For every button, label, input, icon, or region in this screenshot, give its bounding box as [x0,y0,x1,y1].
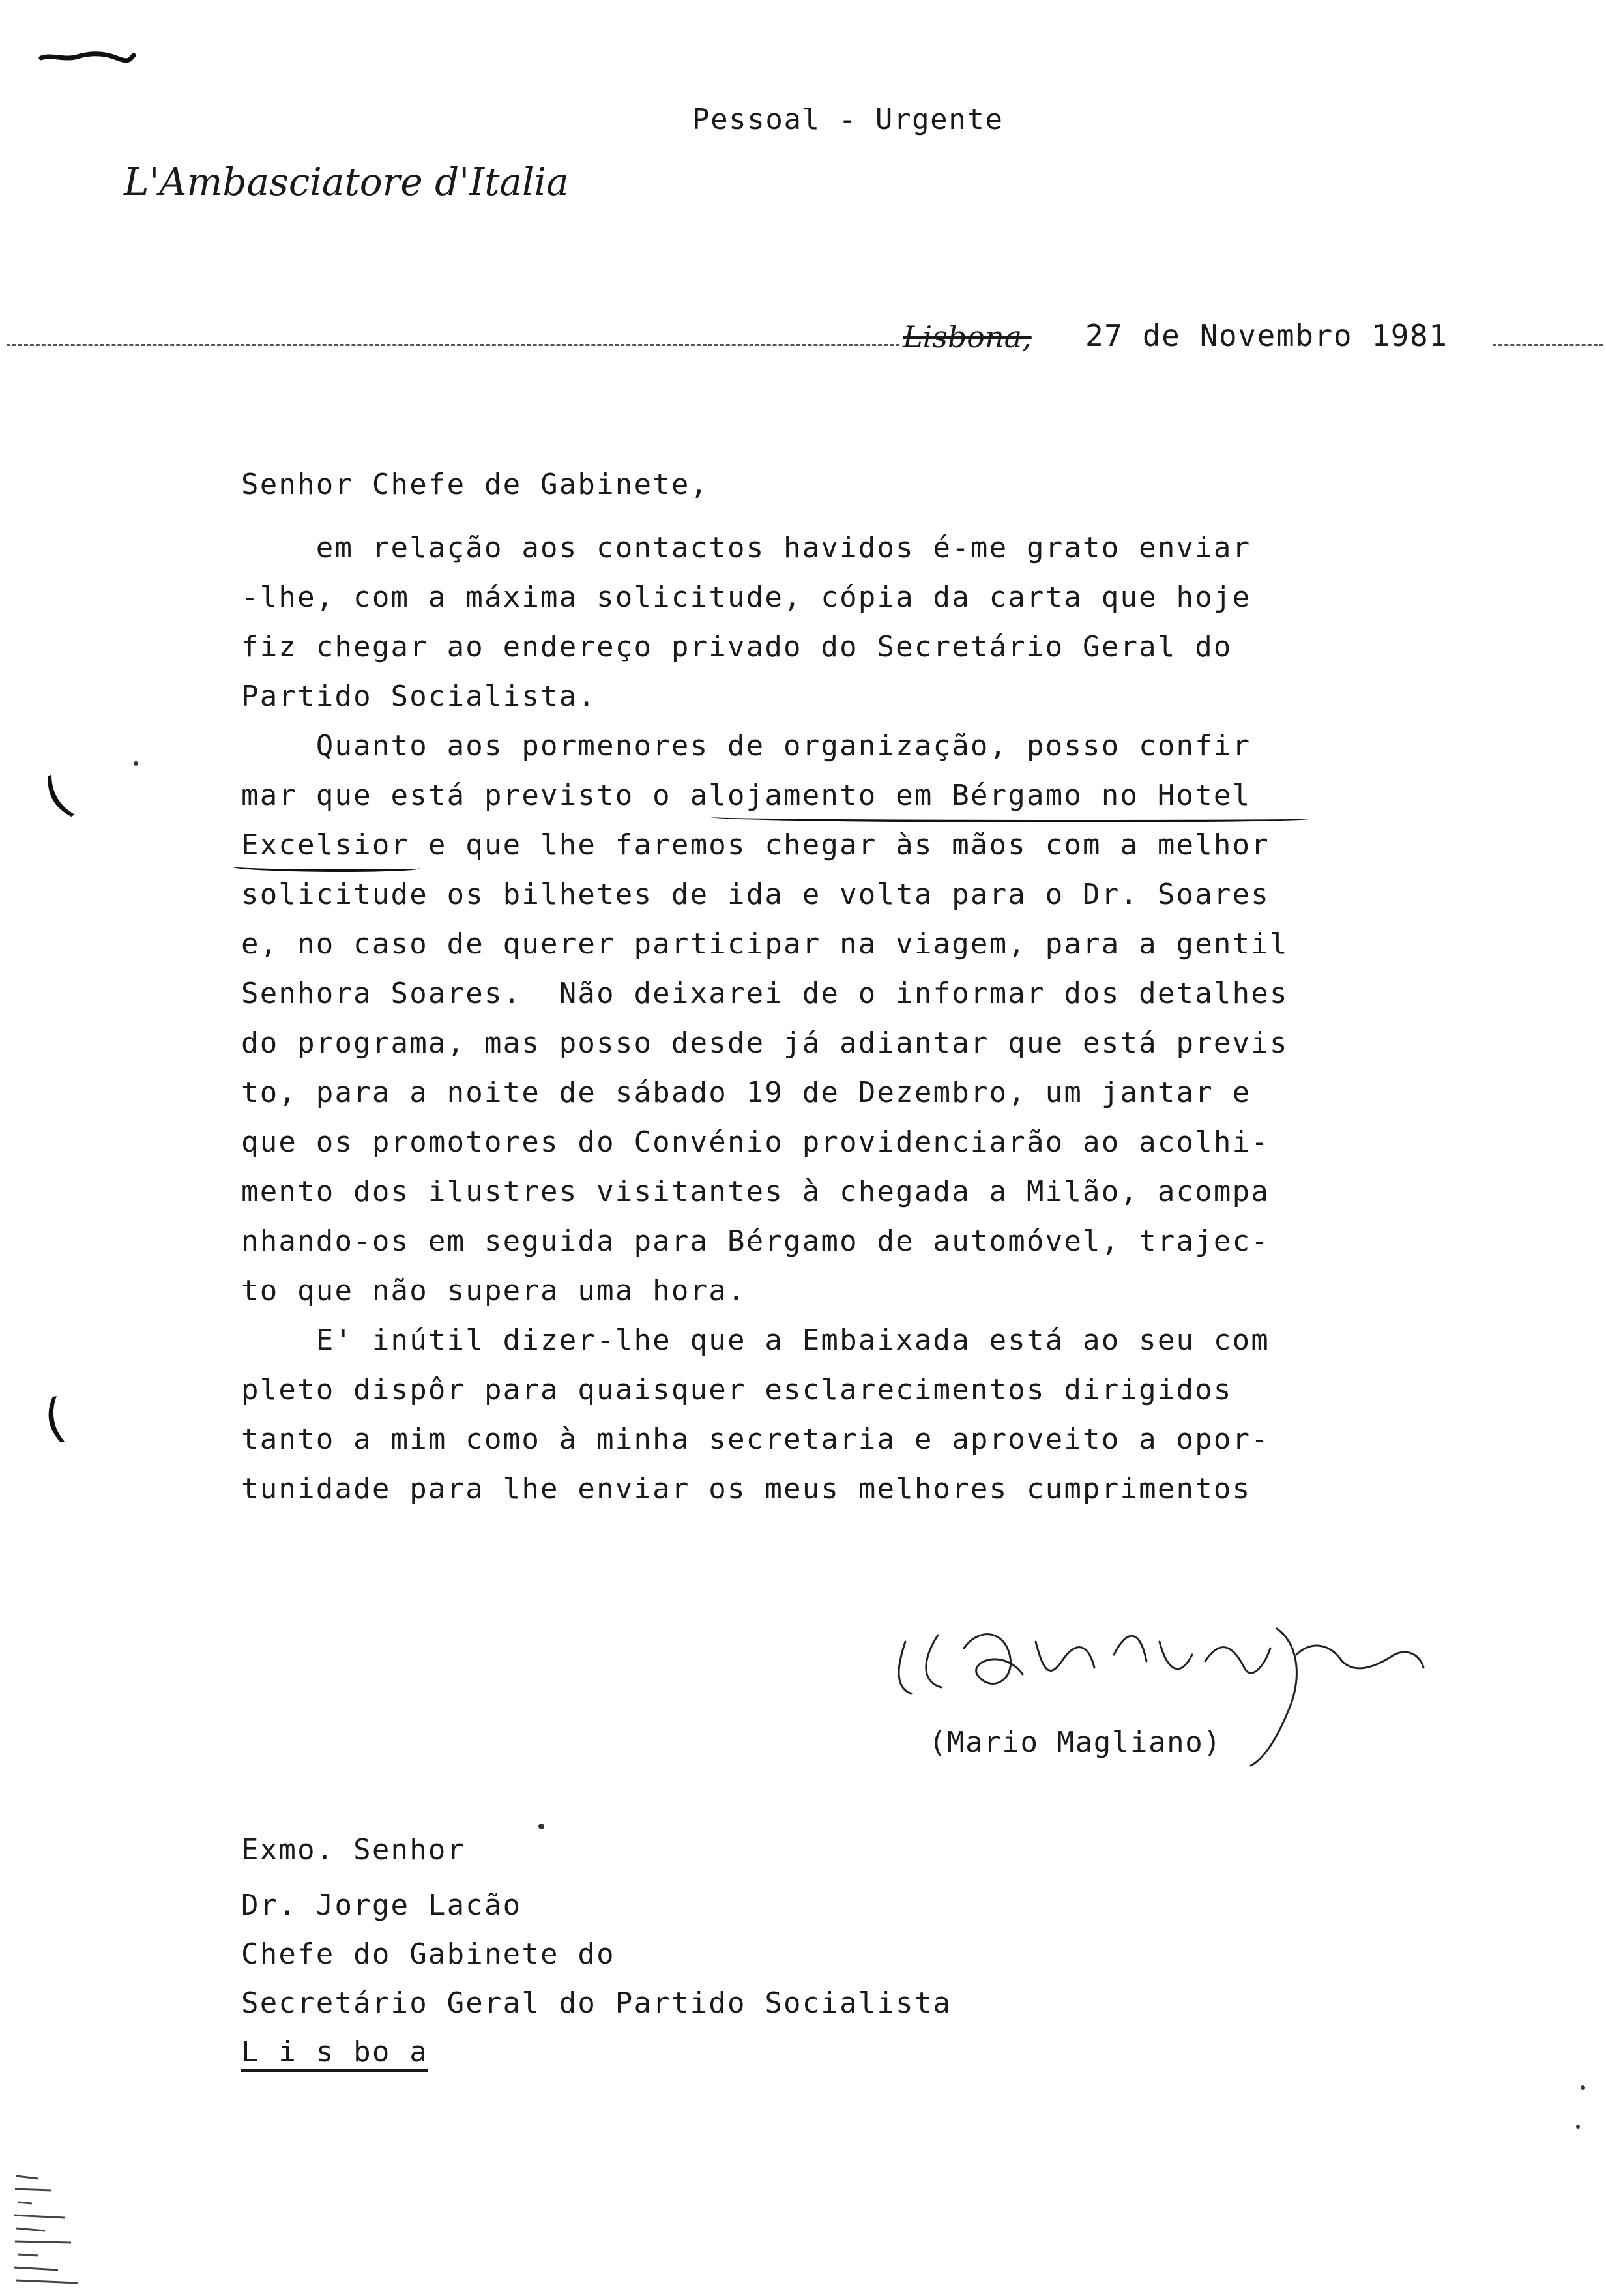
body-line: mar que está previsto o alojamento em Bérgamo no Hotel [241,779,1251,812]
punch-hole-mark: ( [33,764,81,828]
letterhead: L'Ambasciatore d'Italia [124,160,569,204]
body-line: pleto dispôr para quaisquer esclarecimentos dirigidos [241,1373,1233,1406]
scan-artifact [0,2151,85,2281]
body-line: tanto a mim como à minha secretaria e aproveito a opor- [241,1423,1270,1456]
speck [1576,2125,1580,2129]
body-line: em relação aos contactos havidos é-me grato enviar [241,531,1251,564]
body-line: fiz chegar ao endereço privado do Secretário Geral do [241,630,1233,663]
body-line: Partido Socialista. [241,680,597,713]
recipient-name: Dr. Jorge Lacão [241,1889,522,1922]
corner-scribble [26,38,124,51]
recipient-organization: Secretário Geral do Partido Socialista [241,1986,952,2020]
letter-date: 27 de Novembro 1981 [1085,318,1448,353]
typed-signature-name: (Mario Magliano) [929,1726,1222,1759]
header-rule-left [7,344,899,346]
recipient-salutation: Exmo. Senhor [241,1833,466,1867]
salutation: Senhor Chefe de Gabinete, [241,468,709,501]
speck [134,761,138,766]
body-line: do programa, mas posso desde já adiantar que está previs [241,1026,1289,1060]
body-line: to que não supera uma hora. [241,1274,746,1307]
body-line: e, no caso de querer participar na viagem, para a gentil [241,927,1289,961]
body-line: que os promotores do Convénio providenciarão ao acolhi- [241,1126,1270,1159]
recipient-title: Chefe do Gabinete do [241,1938,615,1971]
body-line: Senhora Soares. Não deixarei de o informar dos detalhes [241,977,1289,1010]
body-line: Excelsior e que lhe faremos chegar às mãos com a melhor [241,828,1270,862]
body-line: E' inútil dizer-lhe que a Embaixada está ao seu com [241,1324,1270,1357]
classification-label: Pessoal - Urgente [692,103,1004,136]
body-line: to, para a noite de sábado 19 de Dezembro, um jantar e [241,1076,1251,1109]
body-line: solicitude os bilhetes de ida e volta para o Dr. Soares [241,878,1270,911]
speck [538,1824,544,1829]
body-line: Quanto aos pormenores de organização, posso confir [241,729,1251,763]
recipient-city: L i s bo a [241,2035,428,2069]
handwritten-underline [710,813,1310,822]
body-line: -lhe, com a máxima solicitude, cópia da carta que hoje [241,581,1251,614]
handwritten-underline [231,863,420,872]
body-line: nhando-os em seguida para Bérgamo de automóvel, trajec- [241,1225,1270,1258]
header-rule-right [1493,344,1603,346]
speck [1581,2085,1585,2090]
place-name: Lisbona, [903,319,1032,355]
body-line: tunidade para lhe enviar os meus melhores cumprimentos [241,1472,1251,1505]
body-line: mento dos ilustres visitantes à chegada a Milão, acompa [241,1175,1270,1208]
punch-hole-mark: ( [39,1386,70,1451]
